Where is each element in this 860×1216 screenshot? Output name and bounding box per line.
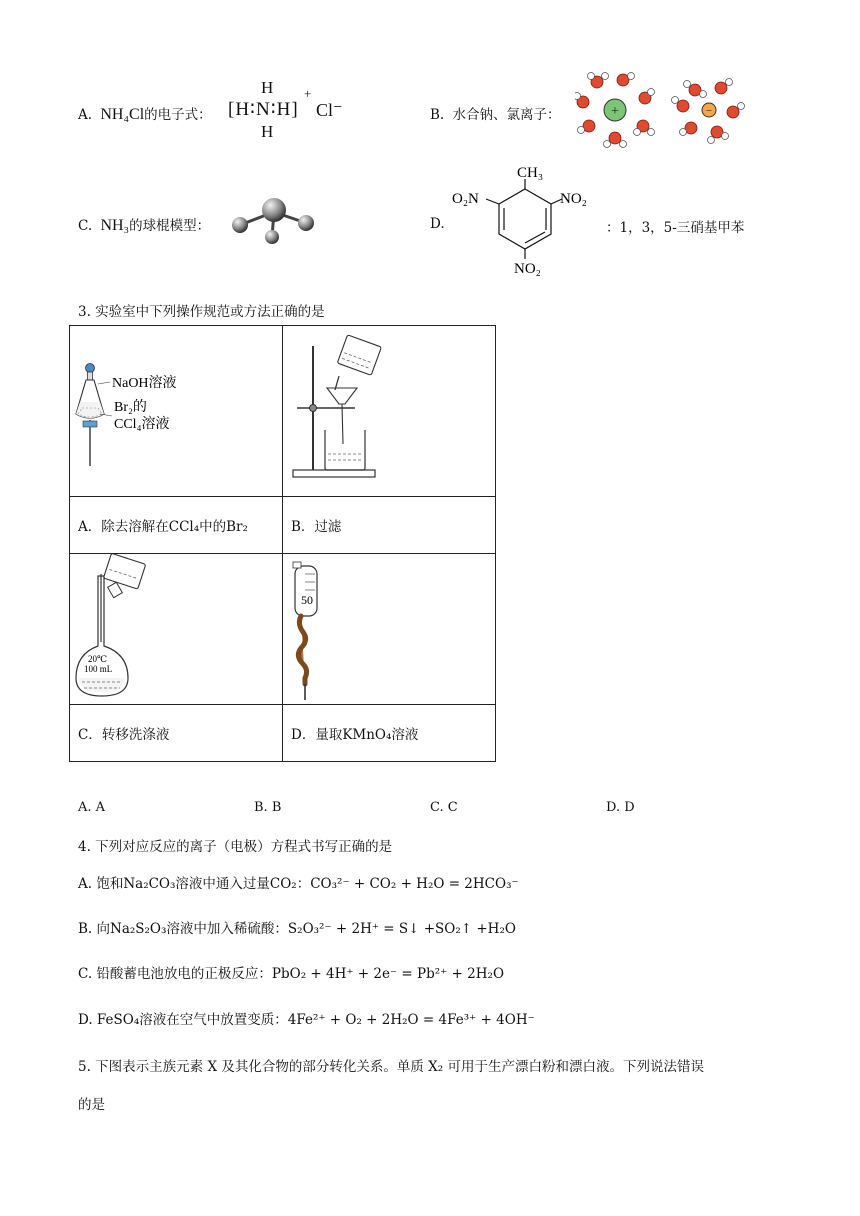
- q2-option-a: [78, 103, 212, 124]
- cell-figure-d: [283, 554, 496, 705]
- electron-middle: [H∶N∶H]: [228, 99, 299, 120]
- electron-top-h: H: [261, 78, 274, 97]
- q4-option-a[interactable]: A. 饱和Na₂CO₃溶液中通入过量CO₂：CO₃²⁻ + CO₂ + H₂O = 2HCO₃⁻: [78, 876, 519, 892]
- option-letter: A.: [78, 107, 93, 123]
- q2-option-b: [430, 103, 561, 123]
- q4-option-d[interactable]: D. FeSO₄溶液在空气中放置变质：4Fe²⁺ + O₂ + 2H₂O = 4Fe³⁺ + 4OH⁻: [78, 1012, 535, 1028]
- caption-c: C．转移洗涤液: [70, 705, 283, 762]
- q4-option-c[interactable]: C. 铅酸蓄电池放电的正极反应：PbO₂ + 4H⁺ + 2e⁻ = Pb²⁺ + 2H₂O: [78, 966, 505, 982]
- volumetric-flask-figure: [70, 554, 282, 704]
- svg-text:−: −: [705, 105, 713, 117]
- option-letter: C.: [78, 218, 93, 234]
- caption-a: A．除去溶解在CCl₄中的Br₂: [70, 497, 283, 554]
- q5-stem-line1: 5. 下图表示主族元素 X 及其化合物的部分转化关系。单质 X₂ 可用于生产漂白粉和漂白液。下列说法错误: [78, 1059, 704, 1075]
- burette-scale-label: 50: [301, 593, 313, 607]
- q2-option-d-letter: D.: [430, 216, 445, 232]
- cell-figure-b: [283, 326, 496, 497]
- formula: NH₃: [100, 217, 130, 234]
- nitro-right-label: NO₂: [560, 191, 587, 207]
- separatory-funnel-figure: [70, 326, 282, 496]
- q3-option-table: [69, 325, 496, 762]
- q3-answer-d[interactable]: D. D: [606, 800, 635, 815]
- q3-answer-b[interactable]: B. B: [254, 800, 282, 815]
- option-letter: B.: [430, 107, 445, 123]
- nitro-bottom-label: NO₂: [514, 261, 541, 277]
- ball-stick-model: [228, 196, 320, 246]
- option-text: 的电子式：: [144, 107, 212, 123]
- cell-figure-a: [70, 326, 283, 497]
- option-text: 水合钠、氯离子：: [452, 107, 561, 123]
- flask-temp-label: 20℃: [88, 654, 108, 664]
- q5-stem-line2: 的是: [78, 1097, 105, 1113]
- hydrated-ions-figure: [575, 70, 755, 150]
- q3-stem: 3. 实验室中下列操作规范或方法正确的是: [78, 304, 325, 320]
- figure-label-naoh: NaOH溶液: [112, 376, 177, 391]
- trinitrotoluene-structure: [450, 163, 600, 281]
- flask-volume-label: 100 mL: [84, 664, 113, 674]
- q4-stem: 4. 下列对应反应的离子（电极）方程式书写正确的是: [78, 839, 393, 855]
- hydrated-chloride-ion: [672, 79, 745, 144]
- formula: NH₄Cl: [100, 106, 145, 123]
- q2-option-d-text: ：1，3，5-三硝基甲苯: [606, 220, 745, 236]
- figure-label-ccl4: CCl₄溶液: [114, 417, 170, 432]
- methyl-label: CH₃: [517, 165, 544, 181]
- q2-option-c: [78, 214, 210, 235]
- hydrated-sodium-ion: [575, 73, 655, 148]
- caption-b: B．过滤: [283, 497, 496, 554]
- nitro-left-label: O₂N: [452, 191, 479, 207]
- caption-d: D．量取KMnO₄溶液: [283, 705, 496, 762]
- figure-label-br2: Br₂的: [114, 400, 147, 415]
- burette-figure: [283, 554, 446, 704]
- option-text: 的球棍模型：: [129, 218, 211, 234]
- svg-text:+: +: [611, 104, 619, 119]
- cell-figure-c: [70, 554, 283, 705]
- q3-answer-c[interactable]: C. C: [430, 800, 458, 815]
- electron-formula-nh4cl: [228, 78, 348, 142]
- q4-option-b[interactable]: B. 向Na₂S₂O₃溶液中加入稀硫酸：S₂O₃²⁻ + 2H⁺ = S↓ +SO₂↑ +H₂O: [78, 921, 516, 937]
- chloride-ion: Cl⁻: [316, 100, 343, 120]
- filtration-figure: [283, 326, 446, 496]
- q3-answer-a[interactable]: A. A: [78, 800, 106, 815]
- electron-bottom-h: H: [261, 122, 274, 141]
- charge-plus: +: [304, 86, 312, 101]
